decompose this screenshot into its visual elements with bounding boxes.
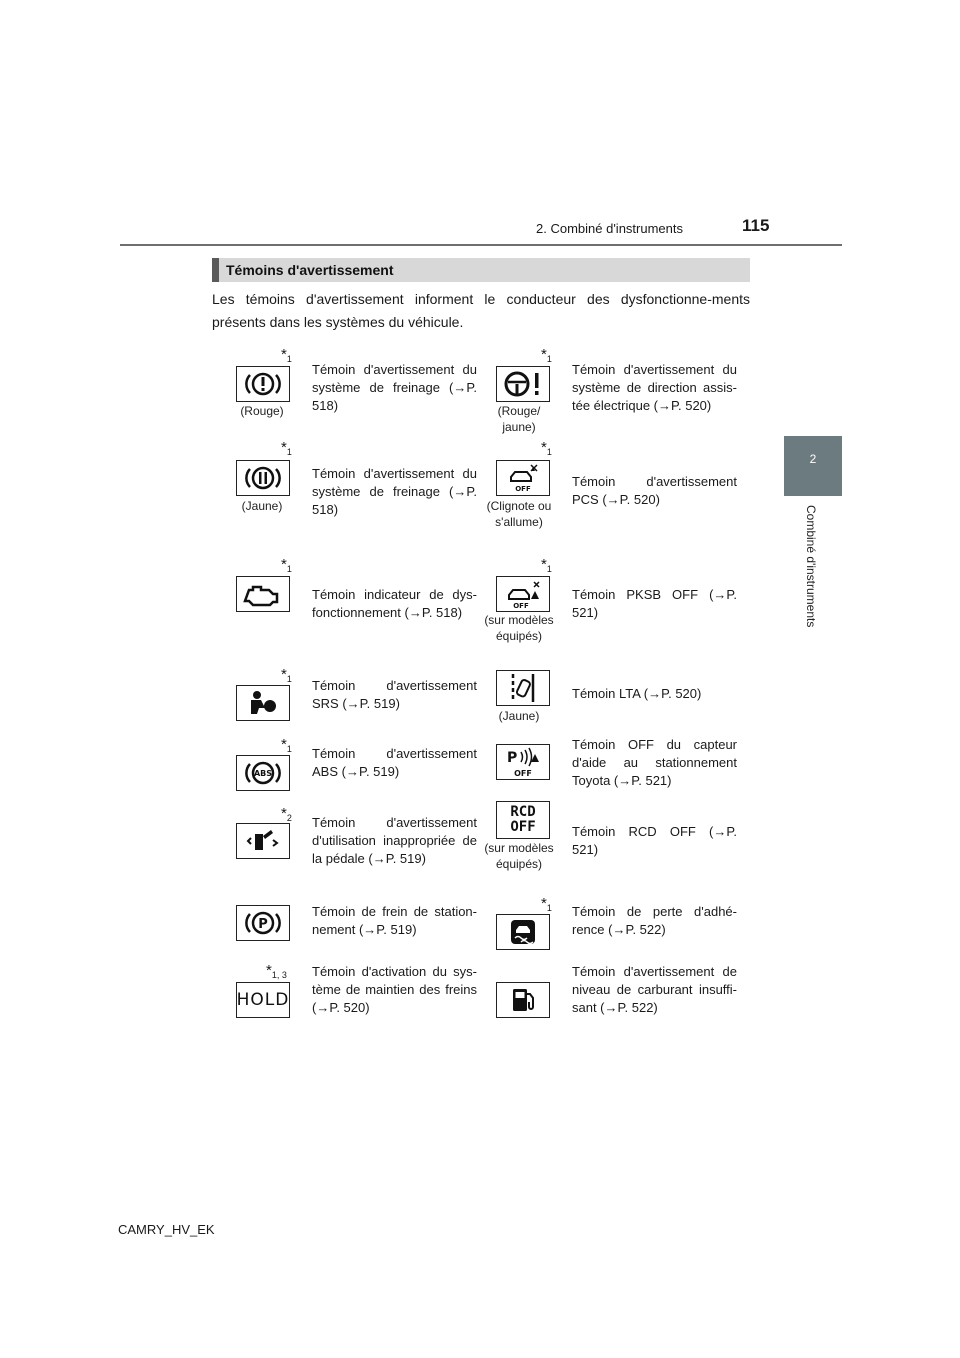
rcd-icon-text: RCD bbox=[510, 804, 536, 820]
svg-text:ABS: ABS bbox=[253, 769, 273, 778]
lta-icon bbox=[496, 670, 550, 706]
note-marker: $*_1$ bbox=[541, 439, 552, 457]
hold-icon bbox=[236, 982, 290, 1018]
pedal-misuse-icon bbox=[236, 823, 290, 859]
svg-text:P: P bbox=[507, 750, 518, 766]
engine-icon bbox=[236, 576, 290, 612]
item-description: Témoin d'avertissement du système de freinage (→P. 518) bbox=[312, 362, 477, 413]
srs-airbag-icon bbox=[236, 685, 290, 721]
pcs-off-icon bbox=[496, 460, 550, 496]
note-marker: $*_1$ bbox=[541, 346, 552, 364]
note-marker: $*_1$ bbox=[281, 439, 292, 457]
model-code: CAMRY_HV_EK bbox=[118, 1222, 215, 1237]
heading-text: Témoins d'avertissement bbox=[226, 262, 394, 278]
hold-icon-text: HOLD bbox=[236, 990, 290, 1010]
item-description: Témoin d'avertissement SRS (→P. 519) bbox=[312, 678, 477, 711]
icon-caption: (Jaune) bbox=[241, 499, 283, 513]
item-description: Témoin d'avertissement PCS (→P. 520) bbox=[572, 474, 737, 507]
rcd-off-icon bbox=[496, 801, 550, 839]
svg-text:OFF: OFF bbox=[515, 485, 531, 493]
note-marker: $*_1$ bbox=[541, 895, 552, 913]
note-marker: $*_1$ bbox=[281, 346, 292, 364]
intro-paragraph: Les témoins d'avertissement informent le conducteur des dysfonctionne-ments présents dans les systèmes du véhicule. bbox=[212, 291, 750, 330]
icon-caption: (sur modèles équipés) bbox=[484, 841, 554, 871]
item-description: Témoin d'avertissement du système de direction assis-tée électrique (→P. 520) bbox=[572, 362, 737, 413]
slip-indicator-icon bbox=[496, 914, 550, 950]
pksb-off-icon bbox=[496, 576, 550, 612]
svg-text:OFF: OFF bbox=[513, 602, 529, 609]
rcd-off-icon-text: OFF bbox=[510, 819, 536, 835]
icon-caption: (Rouge/ jaune) bbox=[497, 404, 541, 434]
note-marker: $*_2$ bbox=[281, 805, 292, 823]
fuel-icon bbox=[496, 982, 550, 1018]
item-description: Témoin d'avertissement de niveau de carburant insuffi-sant (→P. 522) bbox=[572, 964, 737, 1015]
note-marker: $*_1$ bbox=[281, 556, 292, 574]
chapter-number: 2 bbox=[809, 452, 817, 466]
page-number: 115 bbox=[742, 216, 770, 235]
header-rule bbox=[120, 244, 842, 246]
item-description: Témoin PKSB OFF (→P. 521) bbox=[572, 587, 737, 620]
item-description: Témoin RCD OFF (→P. 521) bbox=[572, 824, 737, 857]
parking-brake-icon bbox=[236, 905, 290, 941]
abs-icon bbox=[236, 755, 290, 791]
item-description: Témoin d'activation du sys-tème de maintien des freins (→P. 520) bbox=[312, 964, 477, 1015]
chapter-label: Combiné d'instruments bbox=[804, 505, 818, 628]
icon-caption: (sur modèles équipés) bbox=[484, 613, 554, 643]
item-description: Témoin LTA (→P. 520) bbox=[572, 686, 702, 701]
icon-caption: (Rouge) bbox=[240, 404, 284, 418]
chapter-tab bbox=[784, 436, 842, 496]
item-description: Témoin de frein de station-nement (→P. 519) bbox=[312, 904, 477, 937]
brake-warning-yellow-icon bbox=[236, 460, 290, 496]
parking-sensor-off-icon bbox=[496, 744, 550, 780]
item-description: Témoin de perte d'adhé-rence (→P. 522) bbox=[572, 904, 737, 937]
steering-warning-icon bbox=[496, 366, 550, 402]
heading-marker bbox=[212, 258, 219, 282]
icon-caption: (Clignote ou s'allume) bbox=[486, 499, 552, 529]
item-description: Témoin d'avertissement d'utilisation inappropriée de la pédale (→P. 519) bbox=[312, 815, 477, 866]
item-description: Témoin d'avertissement du système de freinage (→P. 518) bbox=[312, 466, 477, 517]
item-description: Témoin OFF du capteur d'aide au stationnement Toyota (→P. 521) bbox=[572, 737, 737, 788]
icon-caption: (Jaune) bbox=[498, 709, 540, 723]
item-description: Témoin indicateur de dys-fonctionnement (→P. 518) bbox=[312, 587, 477, 620]
svg-text:P: P bbox=[258, 917, 268, 932]
note-marker: $*_{1, 3}$ bbox=[266, 962, 287, 980]
svg-text:OFF: OFF bbox=[514, 769, 532, 778]
section-title: 2. Combiné d'instruments bbox=[536, 221, 683, 236]
item-description: Témoin d'avertissement ABS (→P. 519) bbox=[312, 746, 477, 779]
brake-warning-icon bbox=[236, 366, 290, 402]
note-marker: $*_1$ bbox=[281, 736, 292, 754]
note-marker: $*_1$ bbox=[541, 556, 552, 574]
note-marker: $*_1$ bbox=[281, 666, 292, 684]
section-heading bbox=[212, 258, 750, 282]
